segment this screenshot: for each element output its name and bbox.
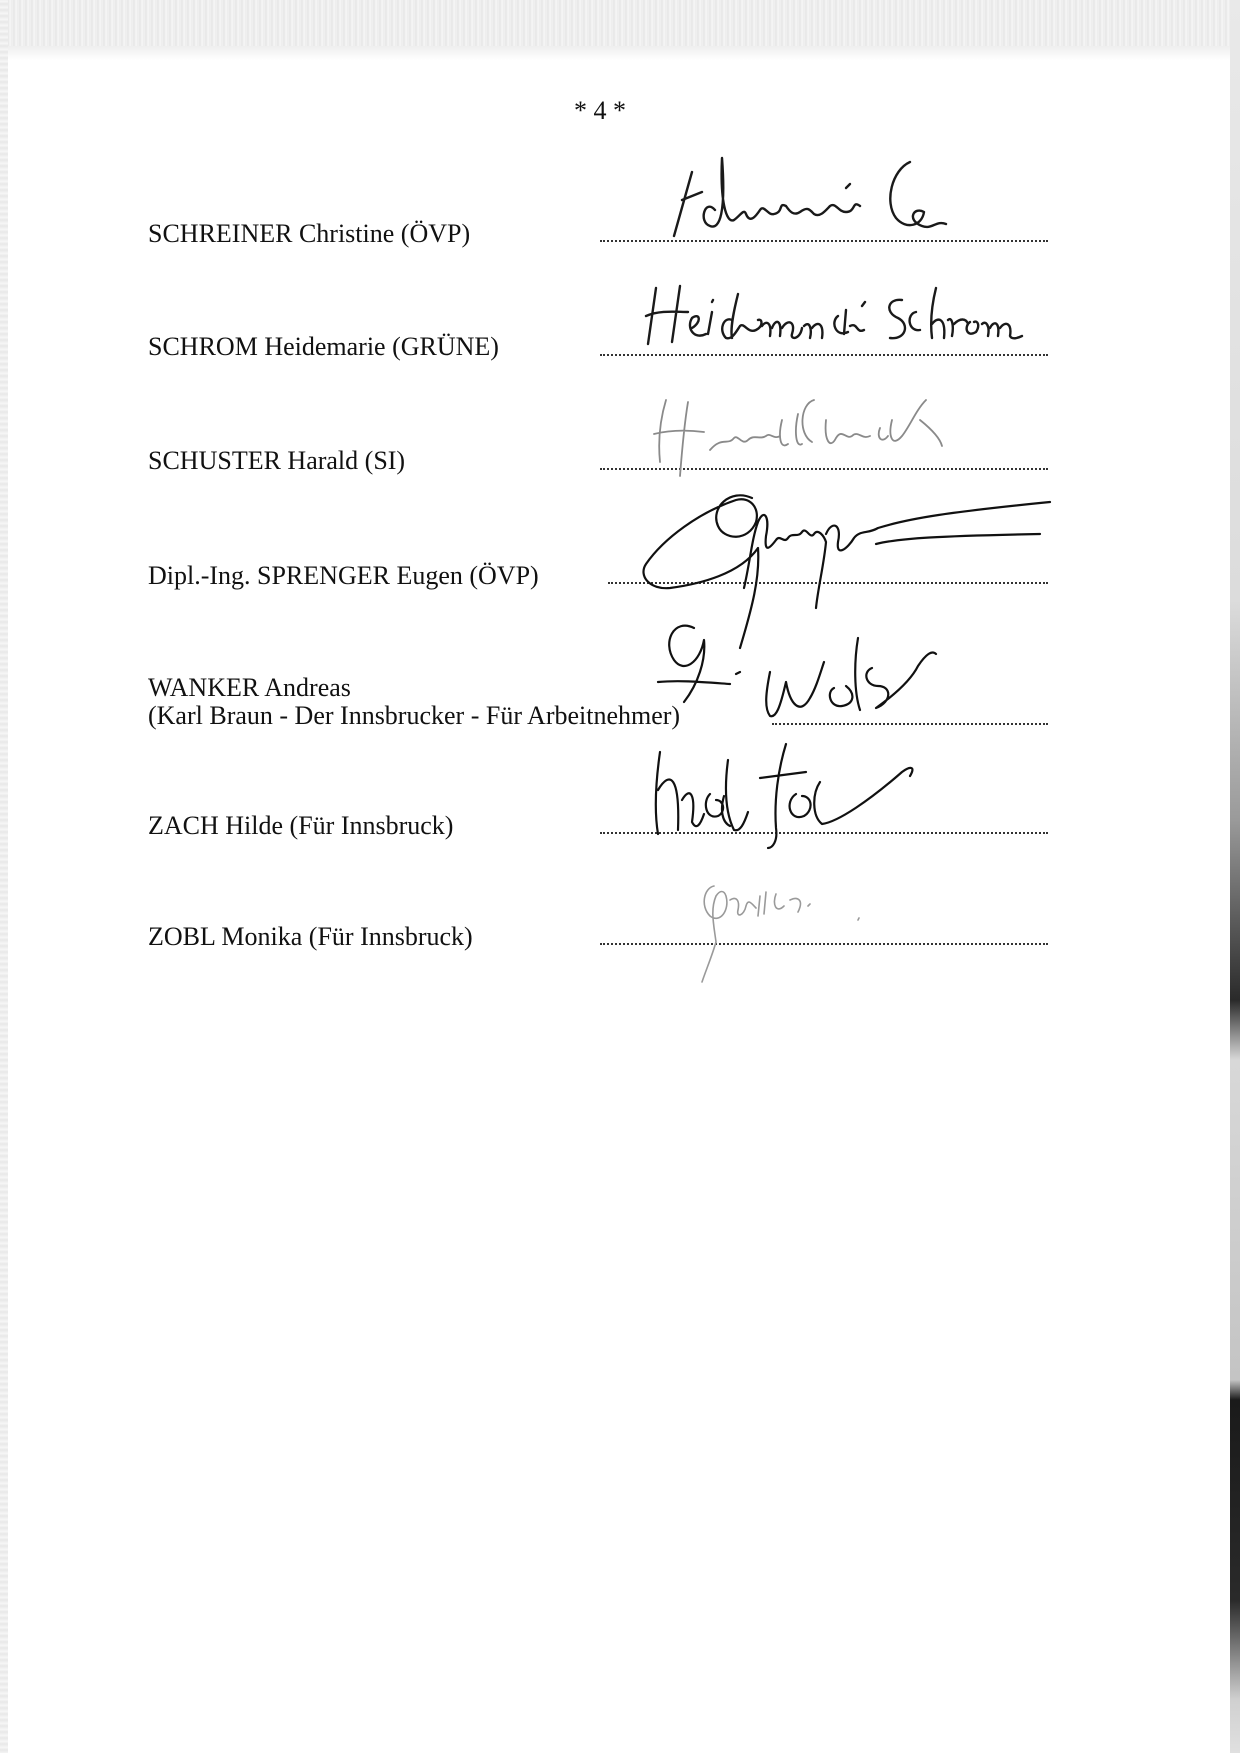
signature-schrom	[640, 282, 1060, 362]
signatory-name: WANKER Andreas	[148, 673, 351, 702]
signatory-name: SCHUSTER Harald (SI)	[148, 446, 406, 475]
page-number: * 4 *	[574, 96, 626, 125]
signatory-name: SCHROM Heidemarie (GRÜNE)	[148, 332, 499, 361]
scan-border-left	[0, 0, 8, 1753]
signature-wanker	[640, 612, 1040, 742]
signatory-name: ZACH Hilde (Für Innsbruck)	[148, 811, 454, 840]
signatory-name: Dipl.-Ing. SPRENGER Eugen (ÖVP)	[148, 561, 539, 590]
signatory-name: SCHREINER Christine (ÖVP)	[148, 219, 471, 248]
signatory-name-line2: (Karl Braun - Der Innsbrucker - Für Arbeitnehmer)	[148, 701, 681, 730]
signature-zach	[640, 730, 1040, 860]
scan-border-top-fade	[0, 46, 1240, 60]
signature-schreiner	[660, 140, 1000, 250]
scan-border-right	[1230, 0, 1240, 1753]
signature-zobl	[680, 866, 940, 996]
signature-schuster	[630, 380, 1050, 490]
signatory-name: ZOBL Monika (Für Innsbruck)	[148, 922, 473, 951]
